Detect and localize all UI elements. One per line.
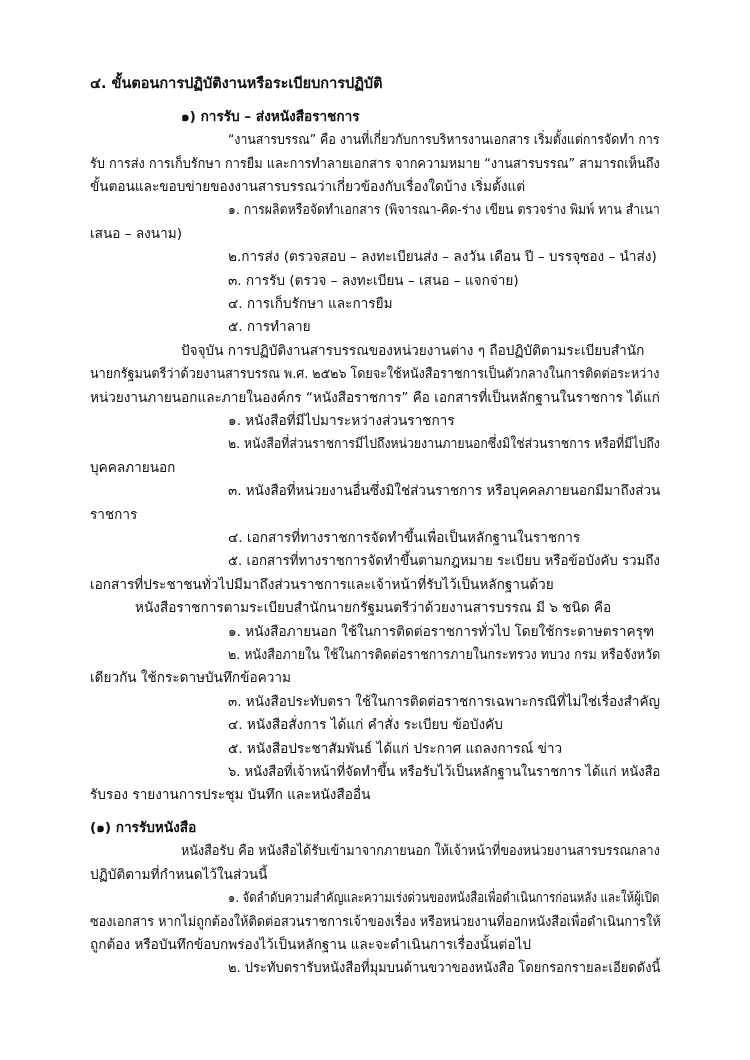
- paragraph-line: รับ การส่ง การเก็บรักษา การยืม และการทำลายเอกสาร จากความหมาย “งานสารบรรณ” สามารถเห็นถึง: [90, 156, 660, 172]
- list-item: ๔. การเก็บรักษา และการยืม: [228, 296, 393, 312]
- paragraph-line: ขั้นตอนและขอบข่ายของงานสารบรรณว่าเกี่ยวข้องกับเรื่องใดบ้าง เริ่มตั้งแต่: [90, 179, 526, 195]
- list-item: ๒. หนังสือที่ส่วนราชการมีไปถึงหน่วยงานภายนอกซึ่งมิใช่ส่วนราชการ หรือที่มีไปถึง: [228, 436, 660, 452]
- list-item: ๕. หนังสือประชาสัมพันธ์ ได้แก่ ประกาศ แถลงการณ์ ข่าว: [228, 741, 563, 757]
- paragraph-line: นายกรัฐมนตรีว่าด้วยงานสารบรรณ พ.ศ. ๒๕๒๖ โดยจะใช้หนังสือราชการเป็นตัวกลางในการติดต่อระหว่าง: [90, 366, 660, 382]
- list-item: ๑. หนังสือภายนอก ใช้ในการติดต่อราชการทั่วไป โดยใช้กระดาษตราครุฑ: [228, 624, 655, 640]
- paragraph-line: ปฏิบัติตามที่กำหนดไว้ในส่วนนี้: [90, 867, 268, 883]
- list-item: ๒. ประทับตรารับหนังสือที่มุมบนด้านขวาของหนังสือ โดยกรอกรายละเอียดดังนี้: [228, 960, 661, 976]
- list-item: ๑. การผลิตหรือจัดทำเอกสาร (พิจารณา-คิด-ร่าง เขียน ตรวจร่าง พิมพ์ ทาน สำเนา: [228, 202, 660, 218]
- list-item: ๕. เอกสารที่ทางราชการจัดทำขึ้นตามกฎหมาย ระเบียบ หรือข้อบังคับ รวมถึง: [228, 553, 660, 569]
- list-item: ซองเอกสาร หากไม่ถูกต้องให้ติดต่อสวนราชการเจ้าของเรื่อง หรือหน่วยงานที่ออกหนังสือเพื่อดำเนินการให้: [90, 914, 661, 930]
- list-item: ๑. จัดลำดับความสำคัญและความเร่งด่วนของหนังสือเพื่อดำเนินการก่อนหลัง และให้ผู้เปิด: [228, 890, 660, 906]
- paragraph-line: หนังสือรับ คือ หนังสือได้รับเข้ามาจากภายนอก ให้เจ้าหน้าที่ของหน่วยงานสารบรรณกลาง: [181, 843, 660, 859]
- list-item: ถูกต้อง หรือบันทึกข้อบกพร่องไว้เป็นหลักฐาน และจะดำเนินการเรื่องนั้นต่อไป: [90, 937, 531, 953]
- list-item: ๖. หนังสือที่เจ้าหน้าที่จัดทำขึ้น หรือรับไว้เป็นหลักฐานในราชการ ได้แก่ หนังสือ: [228, 764, 661, 780]
- list-item: เสนอ – ลงนาม): [90, 226, 182, 242]
- list-item: ๒. หนังสือภายใน ใช้ในการติดต่อราชการภายในกระทรวง ทบวง กรม หรือจังหวัด: [228, 647, 661, 663]
- paragraph-line: หนังสือราชการตามระเบียบสำนักนายกรัฐมนตรีว่าด้วยงานสารบรรณ มี ๖ ชนิด คือ: [135, 600, 612, 616]
- list-item: ๔. หนังสือสั่งการ ได้แก่ คำสั่ง ระเบียบ ข้อบังคับ: [228, 717, 503, 733]
- paragraph-line: “งานสารบรรณ” คือ งานที่เกี่ยวกับการบริหารงานเอกสาร เริ่มตั้งแต่การจัดทำ การ: [228, 132, 660, 148]
- sub-heading-receive-documents: (๑) การรับหนังสือ: [90, 820, 197, 836]
- list-item: ราชการ: [90, 507, 138, 523]
- paragraph-line: ปัจจุบัน การปฏิบัติงานสารบรรณของหน่วยงานต่าง ๆ ถือปฏิบัติตามระเบียบสำนัก: [181, 343, 645, 359]
- list-item: เอกสารที่ประชาชนทั่วไปมีมาถึงส่วนราชการและเจ้าหน้าที่รับไว้เป็นหลักฐานด้วย: [90, 577, 554, 593]
- list-item: รับรอง รายงานการประชุม บันทึก และหนังสืออื่น: [90, 787, 371, 803]
- list-item: บุคคลภายนอก: [90, 460, 176, 476]
- list-item: ๓. การรับ (ตรวจ – ลงทะเบียน – เสนอ – แจกจ่าย): [228, 273, 519, 289]
- list-item: ๔. เอกสารที่ทางราชการจัดทำขึ้นเพื่อเป็นหลักฐานในราชการ: [228, 530, 581, 546]
- list-item: ๒.การส่ง (ตรวจสอบ – ลงทะเบียนส่ง – ลงวัน เดือน ปี – บรรจุซอง – นำส่ง): [228, 249, 657, 265]
- list-item: ๓. หนังสือประทับตรา ใช้ในการติดต่อราชการเฉพาะกรณีที่ไม่ใช่เรื่องสำคัญ: [228, 694, 661, 710]
- list-item: ๑. หนังสือที่มีไปมาระหว่างส่วนราชการ: [228, 413, 455, 429]
- list-item: ๕. การทำลาย: [228, 319, 311, 335]
- list-item: เดียวกัน ใช้กระดาษบันทึกข้อความ: [90, 670, 291, 686]
- list-item: ๓. หนังสือที่หน่วยงานอื่นซึ่งมิใช่ส่วนราชการ หรือบุคคลภายนอกมีมาถึงส่วน: [228, 483, 661, 499]
- paragraph-line: หน่วยงานภายนอกและภายในองค์กร “หนังสือราชการ” คือ เอกสารที่เป็นหลักฐานในราชการ ได้แก่: [90, 390, 660, 406]
- section-heading: ๔. ขั้นตอนการปฏิบัติงานหรือระเบียบการปฏิบัติ: [90, 76, 383, 92]
- sub-heading-receive-send: ๑) การรับ – ส่งหนังสือราชการ: [181, 109, 360, 125]
